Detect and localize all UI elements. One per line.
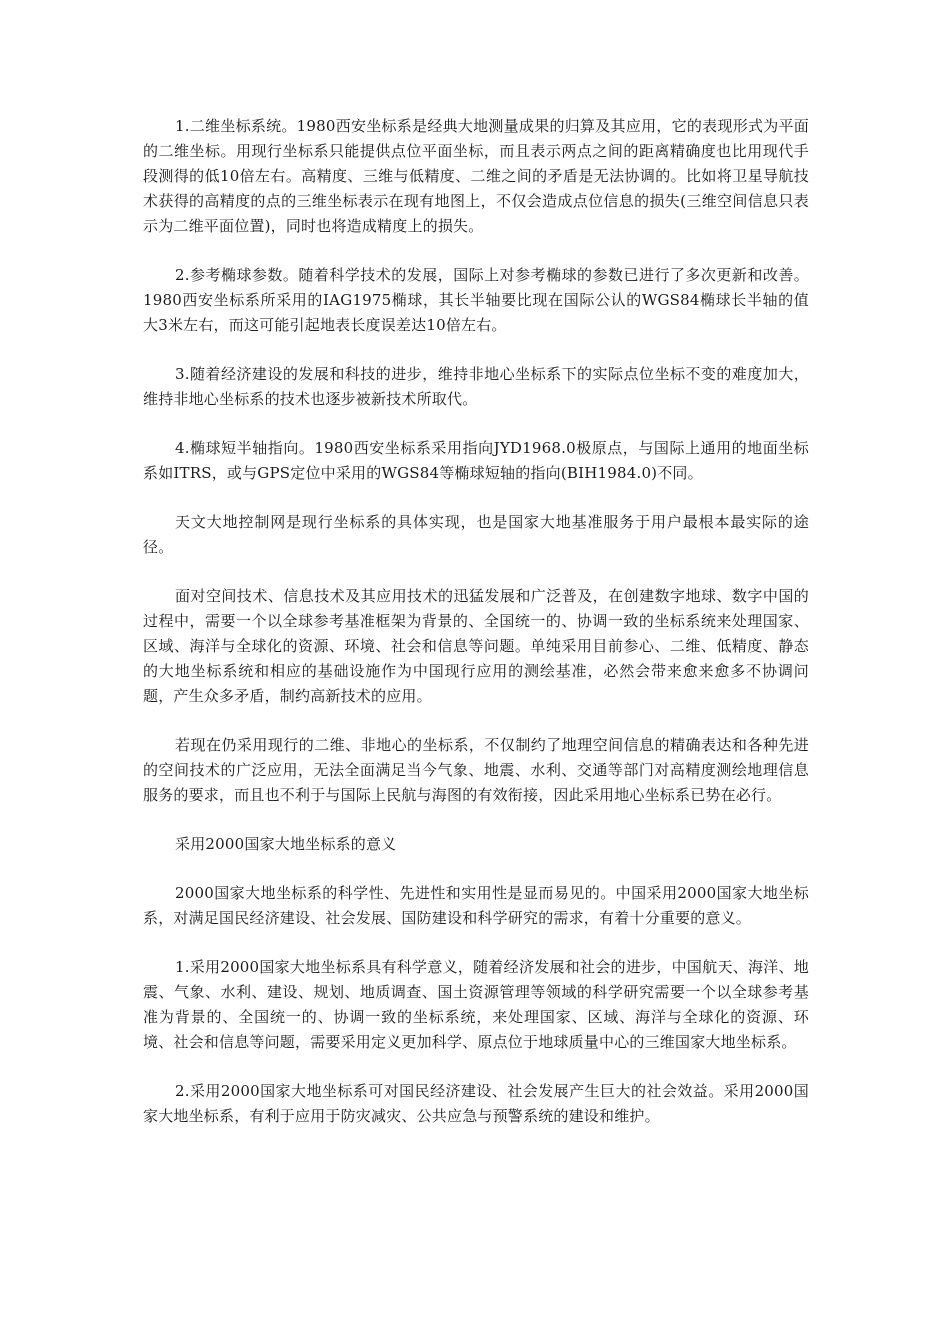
paragraph-social-benefit: 2.采用2000国家大地坐标系可对国民经济建设、社会发展产生巨大的社会效益。采用2000国家大地坐标系，有利于应用于防灾减灾、公共应急与预警系统的建设和维护。 [143, 1082, 809, 1125]
paragraph-ellipsoid-minor-axis: 4.椭球短半轴指向。1980西安坐标系采用指向JYD1968.0极原点，与国际上通用的地面坐标系如ITRS，或与GPS定位中采用的WGS84等椭球短轴的指向(BIH1984.0)不同。 [143, 439, 809, 482]
paragraph-ellipsoid-parameters: 2.参考椭球参数。随着科学技术的发展，国际上对参考椭球的参数已进行了多次更新和改善。1980西安坐标系所采用的IAG1975椭球，其长半轴要比现在国际公认的WGS84椭球长半轴的值大3米左右，而这可能引起地表长度误差达10倍左右。 [143, 266, 809, 334]
paragraph-2d-coordinate-system: 1.二维坐标系统。1980西安坐标系是经典大地测量成果的归算及其应用，它的表现形式为平面的二维坐标。用现行坐标系只能提供点位平面坐标，而且表示两点之间的距离精确度也比用现代手段测得的低10倍左右。高精度、三维与低精度、二维之间的矛盾是无法协调的。比如将卫星导航技术获得的高精度的点的三维坐标表示在现有地图上，不仅会造成点位信息的损失(三维空间信息只表示为二维平面位置)，同时也将造成精度上的损失。 [143, 117, 809, 235]
document-body [143, 114, 809, 1153]
paragraph-space-technology: 面对空间技术、信息技术及其应用技术的迅猛发展和广泛普及，在创建数字地球、数字中国的过程中，需要一个以全球参考基准框架为背景的、全国统一的、协调一致的坐标系统来处理国家、区域、海洋与全球化的资源、环境、社会和信息等问题。单纯采用目前参心、二维、低精度、静态的大地坐标系统和相应的基础设施作为中国现行应用的测绘基准，必然会带来愈来愈多不协调问题，产生众多矛盾，制约高新技术的应用。 [143, 587, 809, 705]
section-heading-significance: 采用2000国家大地坐标系的意义 [175, 835, 397, 853]
paragraph-scientific-significance: 1.采用2000国家大地坐标系具有科学意义，随着经济发展和社会的进步，中国航天、海洋、地震、气象、水利、建设、规划、地质调查、国土资源管理等领域的科学研究需要一个以全球参考基准为背景的、全国统一的、协调一致的坐标系统，来处理国家、区域、海洋与全球化的资源、环境、社会和信息等问题，需要采用定义更加科学、原点位于地球质量中心的三维国家大地坐标系。 [143, 958, 809, 1051]
paragraph-cgcs2000-overview: 2000国家大地坐标系的科学性、先进性和实用性是显而易见的。中国采用2000国家大地坐标系，对满足国民经济建设、社会发展、国防建设和科学研究的需求，有着十分重要的意义。 [143, 884, 809, 927]
paragraph-non-geocentric-maintenance: 3.随着经济建设的发展和科技的进步，维持非地心坐标系下的实际点位坐标不变的难度加大，维持非地心坐标系的技术也逐步被新技术所取代。 [143, 365, 809, 408]
paragraph-control-network: 天文大地控制网是现行坐标系的具体实现，也是国家大地基准服务于用户最根本最实际的途径。 [143, 513, 809, 556]
paragraph-geocentric-necessity: 若现在仍采用现行的二维、非地心的坐标系，不仅制约了地理空间信息的精确表达和各种先进的空间技术的广泛应用，无法全面满足当今气象、地震、水利、交通等部门对高精度测绘地理信息服务的要求，而且也不利于与国际上民航与海图的有效衔接，因此采用地心坐标系已势在必行。 [143, 736, 809, 804]
